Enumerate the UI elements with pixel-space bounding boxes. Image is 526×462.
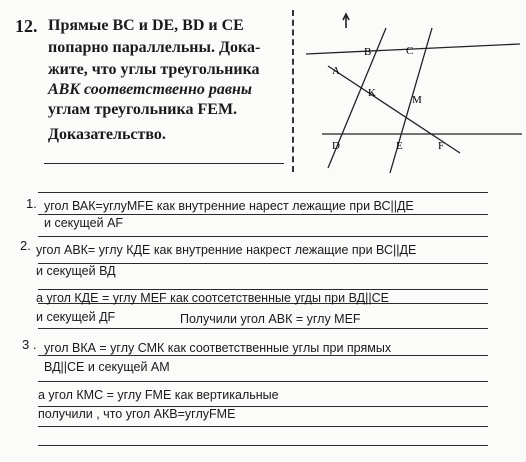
step-2-line-4: и секущей ДF <box>36 310 116 324</box>
rule-line <box>38 192 488 193</box>
label-e: E <box>396 140 403 152</box>
proof-label: Доказательство. <box>48 126 166 143</box>
problem-line-5: углам треугольника FEM. <box>48 101 238 118</box>
label-d: D <box>332 140 340 152</box>
rule-line <box>38 289 488 290</box>
label-c: C <box>406 45 414 57</box>
problem-line-2: попарно параллельны. Дока- <box>48 39 261 56</box>
step-3-line-4: получили , что угол АКВ=углуFМЕ <box>38 407 236 421</box>
step-1-number: 1. <box>26 196 37 211</box>
label-b: B <box>364 46 372 58</box>
rule-line <box>38 355 488 356</box>
step-1-line-1: угол ВАК=углуМFЕ как внутренние нарест лежащие при ВС||ДЕ <box>44 199 414 213</box>
problem-line-1: Прямые BC и DE, BD и CE <box>48 17 244 34</box>
geometry-figure <box>300 8 526 178</box>
arrow-mark-icon <box>343 14 349 28</box>
step-3-line-2: ВД||СЕ и секущей АМ <box>44 360 170 374</box>
step-2-line-1: угол АВК= углу КДЕ как внутренние накрест лежащие при ВС||ДЕ <box>36 243 417 257</box>
step-2-line-3: а угол КДЕ = углу МЕF как соотсетственные угды при ВД||СЕ <box>36 291 389 305</box>
problem-line-3: жите, что углы треугольника <box>48 61 260 78</box>
label-m: M <box>412 94 422 106</box>
step-2-number: 2. <box>20 238 31 253</box>
label-f: F <box>438 140 445 152</box>
step-2-line-2: и секущей ВД <box>36 264 116 278</box>
label-a: A <box>332 65 340 77</box>
rule-line <box>38 214 488 215</box>
step-1-line-2: и секущей АF <box>44 216 124 230</box>
step-3-number: 3 . <box>22 337 37 352</box>
rule-line <box>38 426 488 427</box>
proof-answer-line <box>44 163 284 164</box>
label-k: K <box>368 87 376 99</box>
step-3-line-3: а угол КМС = углу FМЕ как вертикальные <box>38 388 279 402</box>
rule-line <box>38 236 488 237</box>
dashed-divider <box>292 10 294 172</box>
step-3-line-1: угол ВКА = углу СМК как соответственные углы при прямых <box>44 341 392 355</box>
problem-line-4: ABK соответственно равны <box>48 81 252 98</box>
rule-line <box>38 381 488 382</box>
step-2-conclusion: Получили угол АВК = углу МЕF <box>180 312 361 326</box>
rule-line <box>38 445 488 446</box>
rule-line <box>38 328 488 329</box>
problem-number: 12. <box>15 16 38 36</box>
